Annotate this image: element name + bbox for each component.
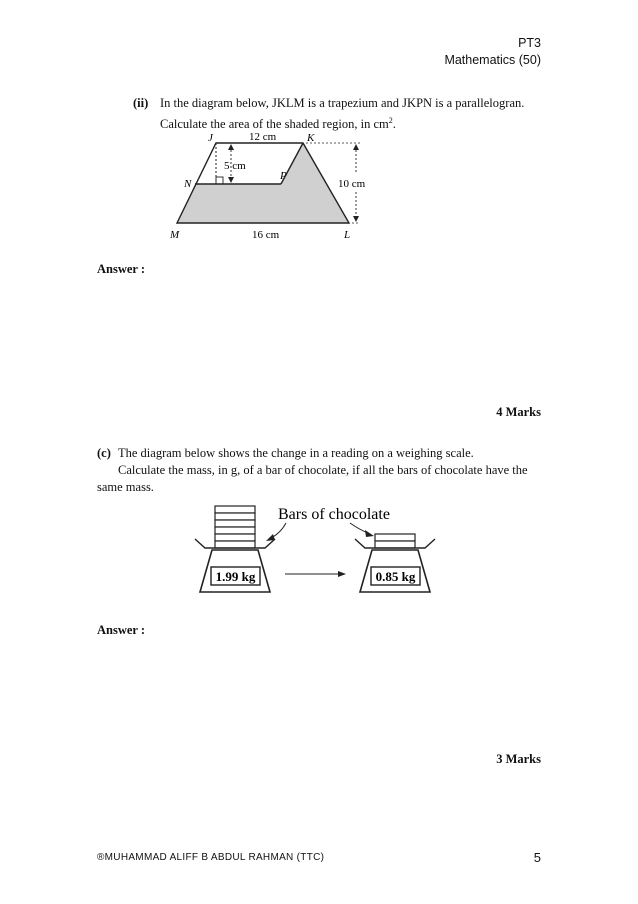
chocolate-bar — [375, 541, 415, 548]
question-c-number: (c) — [97, 446, 111, 460]
question-c-line3: same mass. — [97, 480, 154, 494]
weighing-scale-diagram — [190, 498, 460, 598]
chocolate-bar — [215, 541, 255, 548]
label-M: M — [170, 229, 180, 241]
answer-label-c: Answer : — [97, 623, 146, 637]
marks-c: 3 Marks — [496, 752, 541, 766]
label-inner-height: 5 cm — [224, 160, 246, 172]
header-subject-name: Mathematics (50) — [444, 53, 541, 67]
question-c-line1: The diagram below shows the change in a reading on a weighing scale. — [118, 446, 474, 460]
right-angle-mark — [216, 177, 223, 184]
chocolate-bar — [215, 513, 255, 520]
chocolate-bar — [215, 506, 255, 513]
answer-label-ii: Answer : — [97, 262, 146, 276]
label-J: J — [208, 132, 213, 144]
label-P: P — [280, 170, 287, 182]
label-bottom-length: 16 cm — [252, 229, 280, 241]
question-ii-number: (ii) — [133, 96, 149, 110]
dim-10cm-arrow-top — [353, 144, 359, 150]
footer-author: ®MUHAMMAD ALIFF B ABDUL RAHMAN (TTC) — [97, 852, 325, 863]
pointer-left-head — [266, 534, 275, 541]
chocolate-bar — [215, 520, 255, 527]
marks-ii: 4 Marks — [496, 405, 541, 419]
reading-before: 1.99 kg — [215, 569, 256, 584]
scale-after — [355, 534, 435, 592]
pointer-right-head — [365, 530, 374, 537]
trapezium-diagram — [160, 130, 390, 242]
dim-5cm-arrow-bottom — [228, 177, 234, 183]
label-L: L — [344, 229, 351, 241]
question-c-line2: Calculate the mass, in g, of a bar of chocolate, if all the bars of chocolate have the — [118, 463, 528, 477]
question-ii-line2: Calculate the area of the shaded region, in $cm^2$. — [160, 116, 396, 132]
reading-after: 0.85 kg — [375, 569, 416, 584]
label-height: 10 cm — [338, 178, 366, 190]
label-top-length: 12 cm — [249, 131, 277, 143]
caption-bars-of-chocolate: Bars of chocolate — [278, 506, 390, 523]
page-number: 5 — [533, 850, 541, 865]
shaded-region — [177, 143, 349, 223]
change-arrow-head — [338, 571, 346, 577]
scale-before — [195, 506, 275, 592]
header-subject-code: PT3 — [518, 36, 541, 50]
label-N: N — [184, 178, 192, 190]
chocolate-bar — [375, 534, 415, 541]
label-K: K — [307, 132, 315, 144]
dim-5cm-arrow-top — [228, 144, 234, 150]
question-ii-line1: In the diagram below, JKLM is a trapezium and JKPN is a parallelogran. — [160, 96, 525, 110]
chocolate-bar — [215, 534, 255, 541]
chocolate-bar — [215, 527, 255, 534]
dim-10cm-arrow-bottom — [353, 216, 359, 222]
